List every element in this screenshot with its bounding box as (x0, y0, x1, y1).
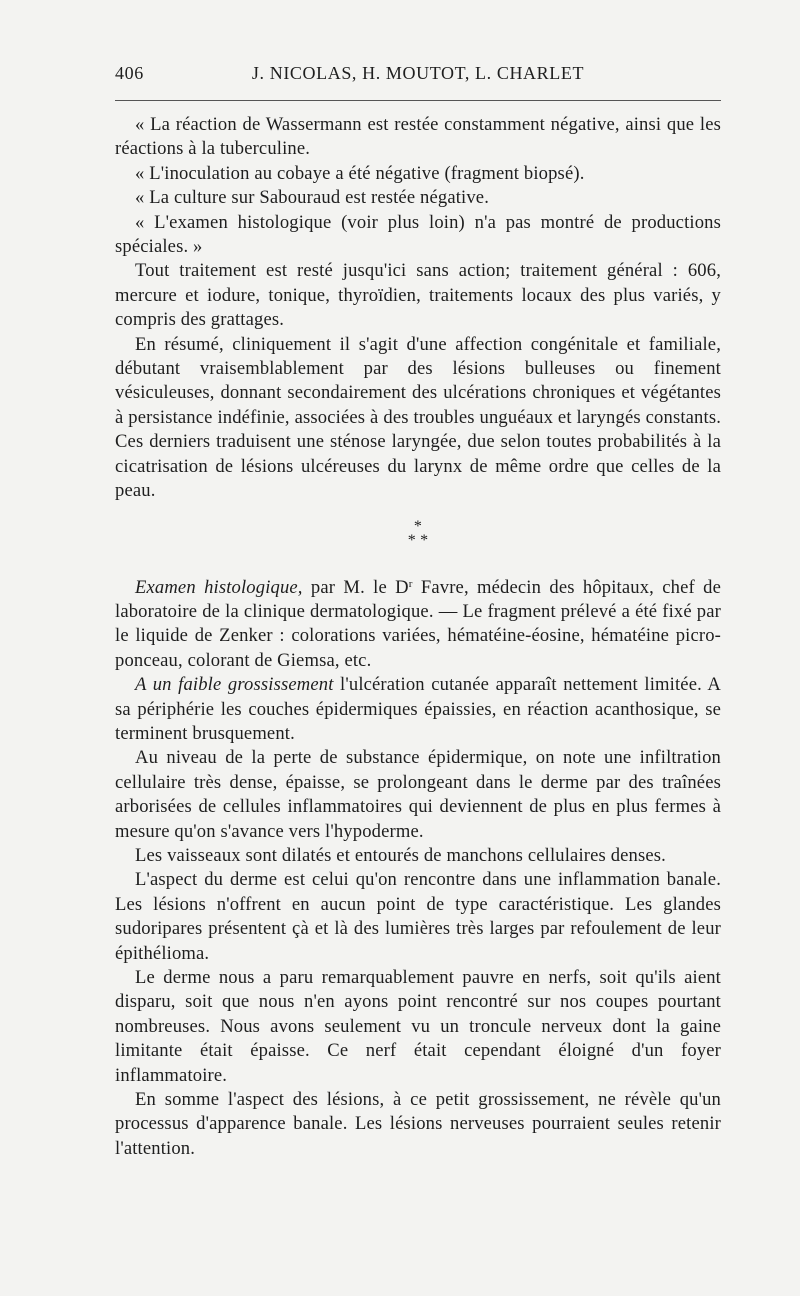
examen-author-prefix: par M. le D (302, 576, 409, 598)
section-break-asterisks (115, 504, 721, 576)
examen-title: Examen histologique, (135, 576, 303, 598)
paragraph-culture: « La culture sur Sabouraud est restée négative. (135, 187, 490, 209)
faible-rest: l'ulcération cutanée apparaît nettement limitée. A sa périphérie les couches épidermiques épaissies, en réaction acanthosique, se terminent brusquement. (115, 674, 721, 744)
examen-rest: Favre, médecin des hôpitaux, chef de laboratoire de la clinique dermatologique. — Le fragment prélevé a été fixé par le liquide de Zenker : colorations variées, hématéine-éosine, hématéine picro-ponceau, colorant de Giemsa, etc. (115, 576, 721, 671)
paragraph-traitement: Tout traitement est resté jusqu'ici sans action; traitement général : 606, mercure et iodure, tonique, thyroïdien, traitements locaux des plus variés, y compris des grattages. (115, 260, 721, 331)
paragraph-examen-histologique (115, 576, 721, 674)
paragraph-en-somme: En somme l'aspect des lésions, à ce petit grossissement, ne révèle qu'un processus d'apparence banale. Les lésions nerveuses pourraient seules retenir l'attention. (115, 1089, 721, 1159)
paragraph-infiltration: Au niveau de la perte de substance épidermique, on note une infiltration cellulaire très dense, épaisse, se prolongeant dans le derme par des traînées arborisées de cellules inflammatoires qui deviennent de plus en plus fermes à mesure qu'on s'avance vers l'hypoderme. (115, 747, 721, 842)
asterism-bottom: * * (407, 531, 429, 549)
asterism-top: * (413, 517, 423, 535)
running-header (115, 63, 721, 89)
header-rule (115, 100, 721, 101)
page-body (115, 113, 721, 1161)
paragraph-faible-grossissement (115, 673, 721, 746)
paragraph-resume: En résumé, cliniquement il s'agit d'une affection congénitale et familiale, débutant vraisemblablement par des lésions bulleuses ou finement vésiculeuses, donnant secondairement des ulcérations chroniques et végétantes à persistance indéfinie, associées à des troubles unguéaux et laryngés constants. Ces derniers traduisent une sténose laryngée, due selon toutes probabilités à la cicatrisation de lésions ulcéreuses du larynx de même ordre que celles de la peau. (115, 333, 721, 502)
faible-italic: A un faible grossissement (135, 674, 334, 696)
paragraph-nerfs: Le derme nous a paru remarquablement pauvre en nerfs, soit qu'ils aient disparu, soit que nous n'en ayons point rencontré sur nos coupes pourtant nombreuses. Nous avons seulement vu un troncule nerveux dont la gaine limitante était épaisse. Ce nerf était cependant éloigné d'un foyer inflammatoire. (115, 967, 721, 1086)
paragraph-examen-quote: « L'examen histologique (voir plus loin) n'a pas montré de productions spéciales. » (115, 211, 721, 258)
running-title: J. NICOLAS, H. MOUTOT, L. CHARLET (251, 63, 585, 83)
paragraph-derme-aspect: L'aspect du derme est celui qu'on rencontre dans une inflammation banale. Les lésions n'offrent en aucun point de type caractéristique. Les glandes sudoripares présentent çà et là des lumières très larges par refoulement de leur épithélioma. (115, 869, 721, 964)
paragraph-inoculation: « L'inoculation au cobaye a été négative (fragment biopsé). (135, 162, 585, 184)
paragraph-wassermann: « La réaction de Wassermann est restée constamment négative, ainsi que les réactions à la tuberculine. (115, 114, 721, 160)
page-number: 406 (115, 63, 144, 83)
paragraph-vaisseaux: Les vaisseaux sont dilatés et entourés de manchons cellulaires denses. (135, 844, 666, 866)
examen-author-sup: r (408, 577, 413, 590)
